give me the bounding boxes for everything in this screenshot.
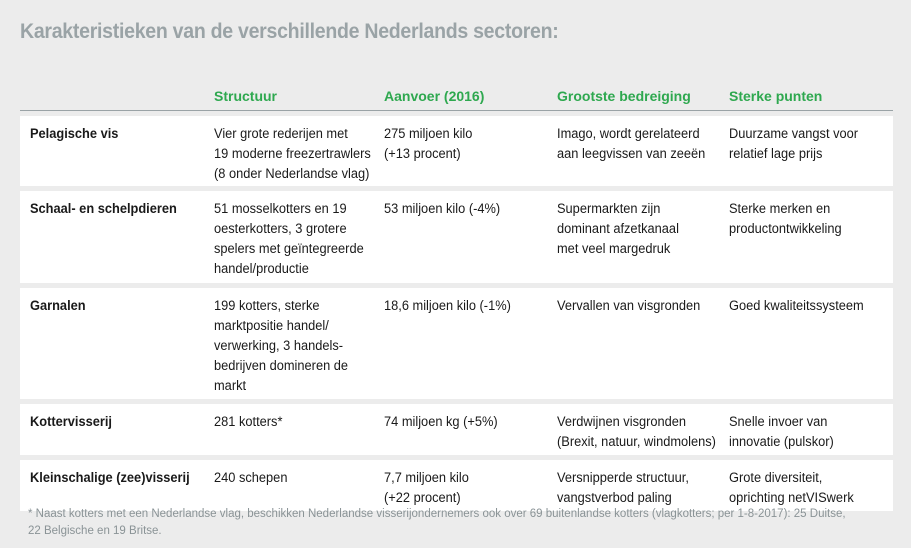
cell-line: dominant afzetkanaal [557,221,679,236]
cell-line: Versnipperde structuur, [557,470,689,485]
cell-line: Verdwijnen visgronden [557,414,687,429]
sector-name: Schaal- en schelpdieren [30,201,177,216]
cell-line: Imago, wordt gerelateerd [557,126,700,141]
cell-line: oprichting netVISwerk [729,490,854,505]
footnote-line: * Naast kotters met een Nederlandse vlag, beschikken Nederlandse visserijondernemers ook over 69 buitenlandse kotters (vlagkotters; per 1-8-2017): 25 Duitse, [28,508,846,520]
structuur-cell [214,124,377,184]
sector-name: Kottervisserij [30,414,112,429]
cell-line: 74 miljoen kg (+5%) [384,414,498,429]
sterke-punten-cell [729,296,891,316]
cell-line: 199 kotters, sterke [214,298,320,313]
cell-line: 19 moderne freezertrawlers [214,146,371,161]
aanvoer-cell [384,296,547,316]
bedreiging-cell [557,412,728,452]
cell-line: (8 onder Nederlandse vlag) [214,166,370,181]
cell-line: productontwikkeling [729,221,842,236]
cell-line: 7,7 miljoen kilo [384,470,469,485]
bedreiging-cell [557,124,728,164]
sterke-punten-cell [729,124,891,164]
cell-line: Snelle invoer van [729,414,828,429]
sterke-punten-cell [729,468,891,508]
cell-line: 275 miljoen kilo [384,126,473,141]
cell-line: Vervallen van visgronden [557,298,701,313]
cell-line: (Brexit, natuur, windmolens) [557,434,716,449]
sterke-punten-cell [729,199,891,239]
aanvoer-cell [384,124,547,164]
table-row [20,116,893,186]
cell-line: 281 kotters* [214,414,283,429]
cell-line: Sterke merken en [729,201,831,216]
cell-line: handel/productie [214,261,309,276]
cell-line: 18,6 miljoen kilo (-1%) [384,298,511,313]
cell-line: aan leegvissen van zeeën [557,146,706,161]
aanvoer-cell [384,468,547,508]
header-sterke-punten: Sterke punten [729,88,823,104]
sector-name: Pelagische vis [30,126,119,141]
cell-line: 51 mosselkotters en 19 [214,201,347,216]
table-row [20,404,893,455]
footnote-line: 22 Belgische en 19 Britse. [28,525,162,537]
cell-line: oesterkotters, 3 grotere [214,221,347,236]
header-structuur: Structuur [214,88,277,104]
header-aanvoer: Aanvoer (2016) [384,88,485,104]
aanvoer-cell [384,412,547,432]
footnote [28,506,898,540]
cell-line: Grote diversiteit, [729,470,823,485]
structuur-cell [214,199,377,279]
bedreiging-cell [557,296,728,316]
page-title: Karakteristieken van de verschillende Nederlands sectoren: [20,20,559,43]
header-bedreiging: Grootste bedreiging [557,88,691,104]
cell-line: 240 schepen [214,470,288,485]
cell-line: relatief lage prijs [729,146,823,161]
cell-line: Goed kwaliteitssysteem [729,298,864,313]
sector-name: Garnalen [30,298,86,313]
cell-line: 53 miljoen kilo (-4%) [384,201,501,216]
structuur-cell [214,296,377,396]
cell-line: markt [214,378,247,393]
cell-line: verwerking, 3 handels- [214,338,344,353]
cell-line: marktpositie handel/ [214,318,329,333]
structuur-cell [214,412,377,432]
cell-line: innovatie (pulskor) [729,434,834,449]
cell-line: Duurzame vangst voor [729,126,859,141]
cell-line: (+13 procent) [384,146,461,161]
sterke-punten-cell [729,412,891,452]
cell-line: met veel margedruk [557,241,671,256]
cell-line: bedrijven domineren de [214,358,349,373]
table-row [20,288,893,399]
cell-line: (+22 procent) [384,490,461,505]
aanvoer-cell [384,199,547,219]
table-row [20,460,893,511]
sector-name: Kleinschalige (zee)visserij [30,470,190,485]
structuur-cell [214,468,377,488]
table-header [20,80,893,111]
bedreiging-cell [557,468,728,508]
sector-table [20,80,893,511]
cell-line: Vier grote rederijen met [214,126,348,141]
cell-line: vangstverbod paling [557,490,672,505]
cell-line: spelers met geïntegreerde [214,241,364,256]
table-row [20,191,893,283]
bedreiging-cell [557,199,728,259]
cell-line: Supermarkten zijn [557,201,661,216]
